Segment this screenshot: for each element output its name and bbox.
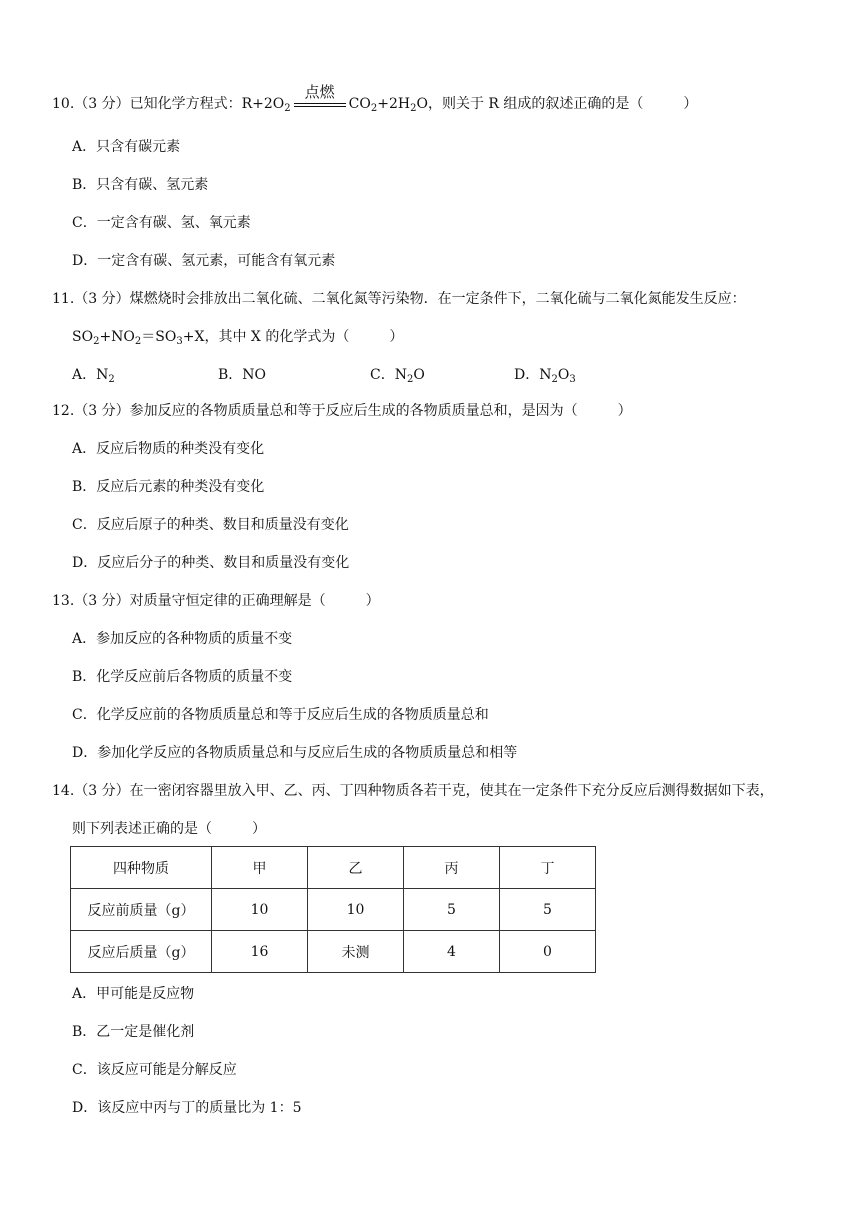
question-11-stem: 11.（3 分）煤燃烧时会排放出二氧化硫、二氧化氮等污染物．在一定条件下，二氧化硫与二氧化氮能发生反应： [52, 291, 746, 307]
table-cell: 5 [404, 889, 500, 931]
q14-option-b: B．乙一定是催化剂 [72, 1024, 195, 1040]
q13-option-b: B．化学反应前后各物质的质量不变 [72, 669, 293, 685]
question-number: 13. [52, 593, 75, 609]
q14-option-d: D．该反应中丙与丁的质量比为 1：5 [72, 1100, 302, 1116]
q11-option-a: A．$N_2$ [72, 367, 115, 385]
question-number: 10. [52, 96, 75, 112]
question-number: 11. [52, 291, 75, 307]
data-table [70, 846, 596, 973]
q13-option-c: C．化学反应前的各物质质量总和等于反应后生成的各物质质量总和 [72, 707, 489, 723]
table-cell: 4 [404, 931, 500, 973]
table-cell: 10 [212, 889, 308, 931]
question-11-equation: $SO_2+NO_2=SO_3+X$，其中 X 的化学式为（ ） [72, 329, 404, 347]
question-score: （3 分） [74, 783, 130, 799]
table-header-row [71, 847, 596, 889]
table-header-cell: 四种物质 [71, 847, 212, 889]
q14-option-a: A．甲可能是反应物 [72, 986, 195, 1002]
q10-option-d: D．一定含有碳、氢元素，可能含有氧元素 [72, 253, 336, 269]
q12-option-b: B．反应后元素的种类没有变化 [72, 479, 265, 495]
q14-option-c: C．该反应可能是分解反应 [72, 1062, 237, 1078]
question-score: （3 分） [74, 96, 130, 112]
table-header-cell: 甲 [212, 847, 308, 889]
q11-option-c: C．$N_2O$ [370, 367, 425, 385]
table-cell: 5 [500, 889, 596, 931]
q11-option-b: B．NO [218, 367, 267, 383]
question-number: 14. [52, 783, 75, 799]
table-cell: 0 [500, 931, 596, 973]
q10-option-b: B．只含有碳、氢元素 [72, 177, 209, 193]
question-score: （3 分） [74, 403, 130, 419]
q11-option-d: D．$N_2O_3$ [514, 367, 576, 385]
question-score: （3 分） [74, 291, 130, 307]
question-14-stem-line2: 则下列表述正确的是（ ） [72, 821, 266, 837]
q12-option-c: C．反应后原子的种类、数目和质量没有变化 [72, 517, 349, 533]
table-cell: 反应后质量（g） [71, 931, 212, 973]
table-cell: 10 [308, 889, 404, 931]
table-row [71, 931, 596, 973]
q12-option-d: D．反应后分子的种类、数目和质量没有变化 [72, 555, 350, 571]
question-14-stem: 14.（3 分）在一密闭容器里放入甲、乙、丙、丁四种物质各若干克，使其在一定条件下充分反应后测得数据如下表， [52, 783, 774, 799]
question-12-stem: 12.（3 分）参加反应的各物质质量总和等于反应后生成的各物质质量总和，是因为（ ） [52, 403, 632, 419]
question-13-stem: 13.（3 分）对质量守恒定律的正确理解是（ ） [52, 593, 380, 609]
table-header-cell: 乙 [308, 847, 404, 889]
reaction-condition-arrow [292, 83, 348, 112]
q13-option-a: A．参加反应的各种物质的质量不变 [72, 631, 293, 647]
q10-option-c: C．一定含有碳、氢、氧元素 [72, 215, 251, 231]
question-score: （3 分） [74, 593, 130, 609]
question-number: 12. [52, 403, 75, 419]
table-cell: 16 [212, 931, 308, 973]
q13-option-d: D．参加化学反应的各物质质量总和与反应后生成的各物质质量总和相等 [72, 745, 518, 761]
q10-option-a: A．只含有碳元素 [72, 139, 181, 155]
table-row [71, 889, 596, 931]
table-cell: 未测 [308, 931, 404, 973]
table-cell: 反应前质量（g） [71, 889, 212, 931]
table-header-cell: 丁 [500, 847, 596, 889]
reaction-condition: 点燃 [304, 83, 335, 101]
question-10-stem: 10.（3 分）已知化学方程式：$R+2O_2$ 点燃 $CO_2+2H_2O$，则关于 R 组成的叙述正确的是（ ） [52, 83, 698, 114]
q12-option-a: A．反应后物质的种类没有变化 [72, 441, 265, 457]
table-header-cell: 丙 [404, 847, 500, 889]
